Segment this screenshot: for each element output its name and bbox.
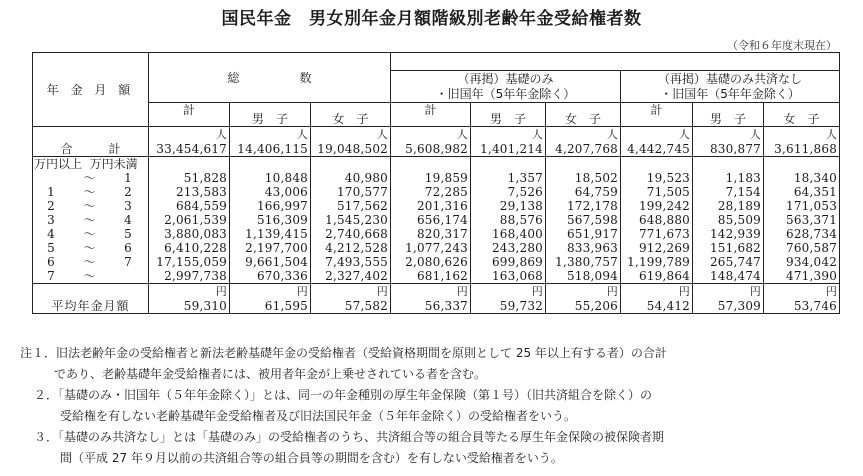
cell: 199,242	[621, 199, 693, 213]
cell: 88,576	[471, 213, 546, 227]
cell: 213,583	[149, 185, 230, 199]
cell: 6,410,228	[149, 241, 230, 255]
note-2-line-2: 受給権を有しない老齢基礎年金受給権者及び旧法国民年金（５年年金除く）の受給権者をいう。	[60, 409, 577, 423]
cell: 人 4,442,745	[621, 127, 693, 157]
range-label: 3 ～ 4	[33, 213, 149, 227]
table-row	[33, 199, 840, 213]
cell: 151,682	[693, 241, 764, 255]
cell: 人 830,877	[693, 127, 764, 157]
table-row	[33, 227, 840, 241]
note-3-line-1: ３．「基礎のみ共済なし」とは「基礎のみ」の受給権者のうち、共済組合等の組合員等たる厚生年金保険の被保険者期	[34, 430, 665, 444]
cell: 1,139,415	[230, 227, 311, 241]
cell: 163,068	[471, 269, 546, 284]
cell: 円 54,412	[621, 284, 693, 314]
subcol-female: 女 子	[546, 103, 621, 127]
cell: 円 55,206	[546, 284, 621, 314]
cell: 円 61,595	[230, 284, 311, 314]
table-row	[33, 213, 840, 227]
cell: 17,155,059	[149, 255, 230, 269]
cell: 71,505	[621, 185, 693, 199]
cell: 1,357	[471, 171, 546, 185]
cell: 517,562	[311, 199, 391, 213]
cell: 518,094	[546, 269, 621, 284]
pension-table	[32, 52, 840, 314]
group-header-total: 総 数	[149, 53, 391, 103]
cell: 51,828	[149, 171, 230, 185]
cell: 142,939	[693, 227, 764, 241]
group-header-kiso-nokyosai-line1: （再掲）基礎のみ共済なし	[658, 71, 803, 86]
header-spacer	[391, 53, 840, 71]
range-label: ～ 1	[33, 171, 149, 185]
cell: 684,559	[149, 199, 230, 213]
cell: 人 3,611,868	[764, 127, 840, 157]
cell: 651,917	[546, 227, 621, 241]
cell: 64,351	[764, 185, 840, 199]
cell: 1,380,757	[546, 255, 621, 269]
cell: 670,336	[230, 269, 311, 284]
subcol-female: 女 子	[764, 103, 840, 127]
cell: 人 5,608,982	[391, 127, 471, 157]
cell: 2,327,402	[311, 269, 391, 284]
cell: 人 1,401,214	[471, 127, 546, 157]
cell: 912,269	[621, 241, 693, 255]
cell: 243,280	[471, 241, 546, 255]
cell: 265,747	[693, 255, 764, 269]
group-header-kiso-nokyosai-line2: ・旧国年（5年年金除く）	[660, 86, 800, 101]
cell: 7,526	[471, 185, 546, 199]
grand-total-row	[33, 127, 840, 157]
cell: 19,859	[391, 171, 471, 185]
cell: 833,963	[546, 241, 621, 255]
cell: 2,997,738	[149, 269, 230, 284]
footnotes	[20, 343, 860, 469]
cell: 10,848	[230, 171, 311, 185]
cell: 170,577	[311, 185, 391, 199]
table-row	[33, 171, 840, 185]
cell: 148,474	[693, 269, 764, 284]
cell: 760,587	[764, 241, 840, 255]
cell: 516,309	[230, 213, 311, 227]
cell: 771,673	[621, 227, 693, 241]
cell: 円 57,309	[693, 284, 764, 314]
cell: 563,371	[764, 213, 840, 227]
note-2-line-1: ２．「基礎のみ・旧国年（５年年金除く）」とは、同一の年金種別の厚生年金保険（第１号）（旧共済組合を除く）の	[34, 388, 653, 402]
cell: 人 33,454,617	[149, 127, 230, 157]
cell: 3,880,083	[149, 227, 230, 241]
cell: 7,493,555	[311, 255, 391, 269]
note-3-line-2: 間（平成 27 年９月以前の共済組合等の組合員等の期間を含む）を有しない受給権者をいう。	[60, 451, 563, 465]
cell: 1,077,243	[391, 241, 471, 255]
cell: 円 59,310	[149, 284, 230, 314]
cell: 円 53,746	[764, 284, 840, 314]
range-label: 2 ～ 3	[33, 199, 149, 213]
group-header-kiso	[391, 71, 621, 103]
cell: 172,178	[546, 199, 621, 213]
cell: 619,864	[621, 269, 693, 284]
range-header: 万円以上 万円未満	[33, 157, 149, 172]
range-label: 1 ～ 2	[33, 185, 149, 199]
cell: 471,390	[764, 269, 840, 284]
cell: 9,661,504	[230, 255, 311, 269]
subcol-male: 男 子	[230, 103, 311, 127]
cell: 656,174	[391, 213, 471, 227]
cell: 人 19,048,502	[311, 127, 391, 157]
cell: 43,006	[230, 185, 311, 199]
as-of-date: （令和６年度末現在）	[727, 39, 837, 52]
table-row	[33, 185, 840, 199]
cell: 2,197,700	[230, 241, 311, 255]
subcol-male: 男 子	[471, 103, 546, 127]
subcol-male: 男 子	[693, 103, 764, 127]
cell: 4,212,528	[311, 241, 391, 255]
cell: 699,869	[471, 255, 546, 269]
subcol-female: 女 子	[311, 103, 391, 127]
cell: 29,138	[471, 199, 546, 213]
cell: 166,997	[230, 199, 311, 213]
cell: 2,740,668	[311, 227, 391, 241]
subcol-total: 計	[391, 103, 471, 127]
cell: 567,598	[546, 213, 621, 227]
cell: 2,080,626	[391, 255, 471, 269]
row-header-label: 年 金 月 額	[33, 53, 149, 127]
average-row	[33, 284, 840, 314]
cell: 171,053	[764, 199, 840, 213]
group-header-kiso-line2: ・旧国年（5年年金除く）	[435, 86, 576, 101]
table-row	[33, 255, 840, 269]
cell: 40,980	[311, 171, 391, 185]
cell: 64,759	[546, 185, 621, 199]
cell: 628,734	[764, 227, 840, 241]
range-label: 6 ～ 7	[33, 255, 149, 269]
cell: 円 56,337	[391, 284, 471, 314]
cell: 18,340	[764, 171, 840, 185]
cell: 人 4,207,768	[546, 127, 621, 157]
cell: 934,042	[764, 255, 840, 269]
group-header-kiso-nokyosai	[621, 71, 840, 103]
cell: 円 57,582	[311, 284, 391, 314]
note-1-line-2: であり、老齢基礎年金受給権者には、被用者年金が上乗せされている者を含む。	[54, 367, 487, 381]
cell: 7,154	[693, 185, 764, 199]
cell: 85,509	[693, 213, 764, 227]
cell: 1,199,789	[621, 255, 693, 269]
subcol-total: 計	[149, 103, 230, 127]
cell: 19,523	[621, 171, 693, 185]
cell: 1,183	[693, 171, 764, 185]
range-label: 7 ～	[33, 269, 149, 284]
subcol-total: 計	[621, 103, 693, 127]
table-row	[33, 241, 840, 255]
cell: 72,285	[391, 185, 471, 199]
range-label: 4 ～ 5	[33, 227, 149, 241]
cell: 18,502	[546, 171, 621, 185]
cell: 円 59,732	[471, 284, 546, 314]
cell: 2,061,539	[149, 213, 230, 227]
range-label: 5 ～ 6	[33, 241, 149, 255]
grand-total-label: 合 計	[33, 127, 149, 157]
cell: 648,880	[621, 213, 693, 227]
page-title: 国民年金 男女別年金月額階級別老齢年金受給権者数	[221, 9, 642, 29]
cell: 681,162	[391, 269, 471, 284]
cell: 人 14,406,115	[230, 127, 311, 157]
cell: 168,400	[471, 227, 546, 241]
group-header-kiso-line1: （再掲）基礎のみ	[457, 71, 554, 86]
cell: 28,189	[693, 199, 764, 213]
note-1-line-1: 注１．旧法老齢年金の受給権者と新法老齢基礎年金の受給権者（受給資格期間を原則として 25 年以上有する者）の合計	[20, 346, 667, 360]
average-label: 平均年金月額	[33, 284, 149, 314]
cell: 820,317	[391, 227, 471, 241]
cell: 201,316	[391, 199, 471, 213]
cell: 1,545,230	[311, 213, 391, 227]
table-row	[33, 269, 840, 284]
